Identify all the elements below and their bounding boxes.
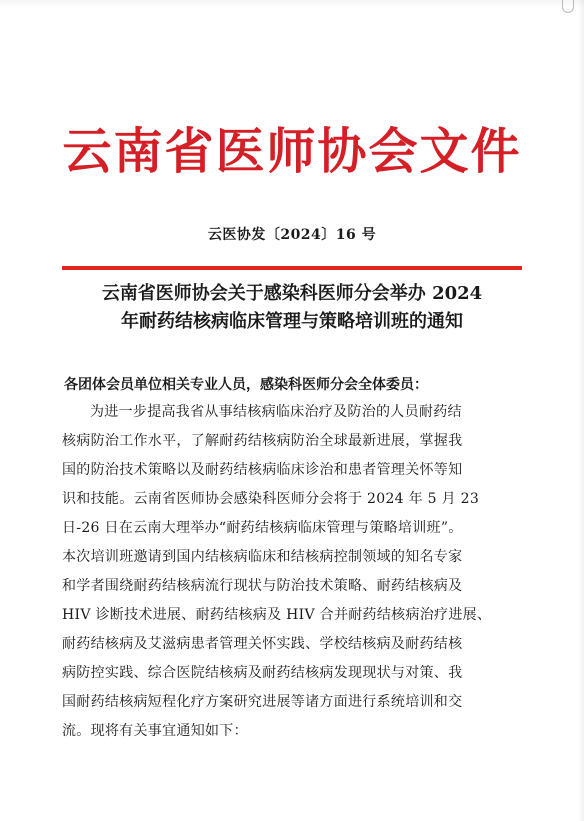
body-line: 和学者围绕耐药结核病流行现状与防治技术策略、耐药结核病及 <box>62 578 463 594</box>
body-line: HIV 诊断技术进展、耐药结核病及 HIV 合并耐药结核病治疗进展、 <box>62 607 492 623</box>
body-line: 为进一步提高我省从事结核病临床治疗及防治的人员耐药结 <box>90 404 462 420</box>
scan-shadow-right <box>578 0 584 821</box>
body-line: 日-26 日在云南大理举办“耐药结核病临床管理与策略培训班”。 <box>62 520 463 536</box>
notice-body <box>62 398 522 746</box>
body-line: 国耐药结核病短程化疗方案研究进展等诸方面进行系统培训和交 <box>62 694 463 710</box>
page-corner-mark <box>562 0 574 13</box>
body-line: 病防控实践、综合医院结核病及耐药结核病发现现状与对策、我 <box>62 665 463 681</box>
body-line: 国的防治技术策略以及耐药结核病临床诊治和患者管理关怀等知 <box>62 462 463 478</box>
body-line: 识和技能。云南省医师协会感染科医师分会将于 2024 年 5 月 23 <box>62 491 480 507</box>
body-line: 核病防治工作水平，了解耐药结核病防治全球最新进展，掌握我 <box>62 433 463 449</box>
salutation: 各团体会员单位相关专业人员，感染科医师分会全体委员： <box>64 377 428 393</box>
scan-shadow-top <box>0 0 584 8</box>
body-line: 流。现将有关事宜通知如下： <box>62 723 248 739</box>
header-divider-rule <box>62 266 522 270</box>
notice-title-line: 年耐药结核病临床管理与策略培训班的通知 <box>121 311 463 332</box>
notice-title-line: 云南省医师协会关于感染科医师分会举办 2024 <box>101 283 483 304</box>
org-document-header: 云南省医师协会文件 <box>62 122 522 180</box>
body-line: 耐药结核病及艾滋病患者管理关怀实践、学校结核病及耐药结核 <box>62 636 463 652</box>
document-number: 云医协发〔2024〕16 号 <box>207 227 377 243</box>
notice-title <box>40 280 544 336</box>
body-line: 本次培训班邀请到国内结核病临床和结核病控制领域的知名专家 <box>62 549 463 565</box>
